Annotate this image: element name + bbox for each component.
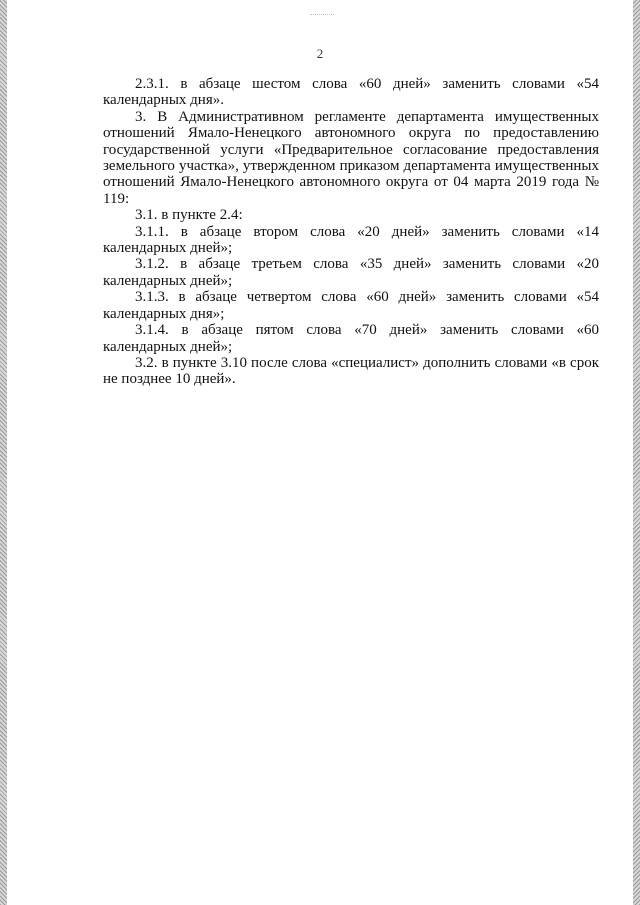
document-body [103,76,599,388]
scan-edge-left [0,0,7,905]
paragraph-3-1: 3.1. в пункте 2.4: [135,207,243,224]
paragraph-3-2: 3.2. в пункте 3.10 после слова «специалист» дополнить словами «в срок не позднее 10 дней». [103,354,599,388]
paragraph-3-1-3: 3.1.3. в абзаце четвертом слова «60 дней» заменить словами «54 календарных дня»; [103,289,599,322]
paragraph-3-1-4: 3.1.4. в абзаце пятом слова «70 дней» заменить словами «60 календарных дней»; [103,322,599,355]
paragraph-2-3-1: 2.3.1. в абзаце шестом слова «60 дней» заменить словами «54 календарных дня». [103,76,599,109]
scan-edge-right [633,0,640,905]
paragraph-3-1-2: 3.1.2. в абзаце третьем слова «35 дней» заменить словами «20 календарных дней»; [103,256,599,289]
paragraph-3-1-1: 3.1.1. в абзаце втором слова «20 дней» заменить словами «14 календарных дней»; [103,223,599,257]
scan-mark [310,14,334,17]
page-number: 2 [316,46,324,61]
paragraph-3: 3. В Административном регламенте департамента имущественных отношений Ямало-Ненецкого автономного округа по предоставлению государственной услуги «Предварительное согласование предоставления земельного участка», утвержденном приказом департамента имущественных отношений Ямало-Ненецкого автономного округа от 04 марта 2019 года № 119: [103,108,599,207]
